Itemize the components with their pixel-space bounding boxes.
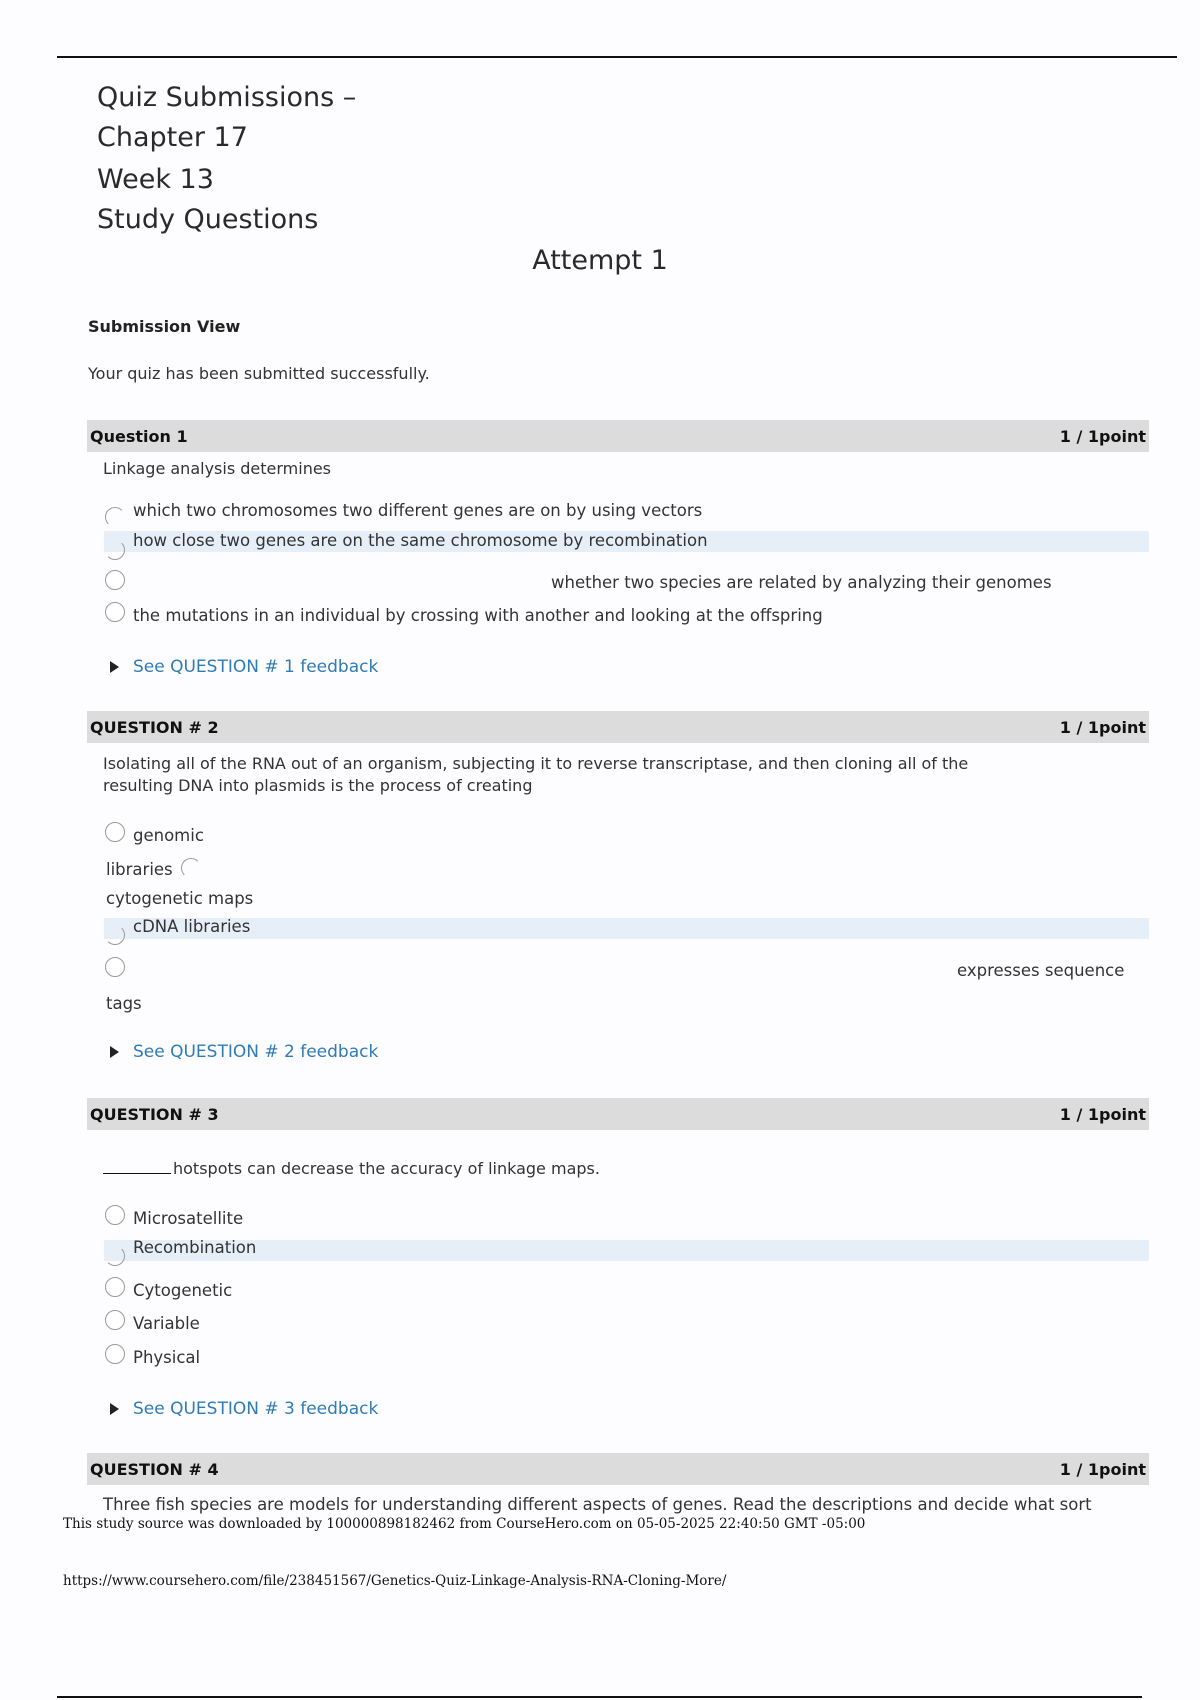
title-line-4: Study Questions (97, 204, 319, 235)
feedback-link-text[interactable]: See QUESTION # 3 feedback (133, 1399, 379, 1419)
answer-option: the mutations in an individual by crossing with another and looking at the offspring (133, 606, 823, 625)
answer-option: genomic (133, 826, 204, 845)
top-rule (57, 56, 1177, 58)
feedback-link-text[interactable]: See QUESTION # 2 feedback (133, 1042, 379, 1062)
title-line-1: Quiz Submissions – (97, 82, 357, 113)
answer-option: Physical (133, 1348, 201, 1367)
disclosure-triangle-icon (110, 661, 119, 673)
question-header (87, 711, 1149, 743)
question-points: 1 / 1point (1059, 1460, 1146, 1479)
question-prompt-text: hotspots can decrease the accuracy of linkage maps. (173, 1159, 600, 1178)
question-header (87, 420, 1149, 452)
radio-button-icon[interactable] (105, 1277, 125, 1297)
answer-option: which two chromosomes two different genes are on by using vectors (133, 501, 703, 520)
question-label: QUESTION # 2 (90, 718, 219, 737)
disclosure-triangle-icon (110, 1046, 119, 1058)
radio-button-icon[interactable] (105, 1344, 125, 1364)
disclosure-triangle-icon (110, 1403, 119, 1415)
selected-answer-highlight (104, 918, 1149, 939)
answer-option: expresses sequence (957, 961, 1125, 980)
source-note: This study source was downloaded by 100000898182462 from CourseHero.com on 05-05-2025 22:40:50 GMT -05:00 (63, 1516, 866, 1532)
submission-success-message: Your quiz has been submitted successfully. (88, 364, 430, 383)
feedback-toggle[interactable] (110, 657, 378, 677)
radio-button-icon[interactable] (105, 507, 125, 527)
question-prompt: Linkage analysis determines (103, 459, 332, 478)
question-label: QUESTION # 4 (90, 1460, 219, 1479)
radio-button-icon[interactable] (105, 1205, 125, 1225)
radio-button-icon[interactable] (181, 858, 201, 878)
question-prompt (103, 1159, 600, 1178)
question-prompt-line-2: resulting DNA into plasmids is the process of creating (103, 776, 533, 795)
feedback-toggle[interactable] (110, 1042, 378, 1062)
answer-option: whether two species are related by analyzing their genomes (551, 573, 1052, 592)
radio-button-icon[interactable] (105, 925, 125, 945)
answer-option: Microsatellite (133, 1209, 244, 1228)
radio-button-icon[interactable] (105, 822, 125, 842)
answer-option-selected: Recombination (133, 1238, 257, 1257)
answer-option-continuation: tags (106, 994, 142, 1013)
radio-button-icon[interactable] (105, 1246, 125, 1266)
radio-button-icon[interactable] (105, 570, 125, 590)
question-header (87, 1098, 1149, 1130)
answer-option-selected: cDNA libraries (133, 917, 251, 936)
radio-button-icon[interactable] (105, 602, 125, 622)
title-line-3: Week 13 (97, 164, 214, 195)
feedback-link-text[interactable]: See QUESTION # 1 feedback (133, 657, 379, 677)
question-prompt-line-1: Isolating all of the RNA out of an organism, subjecting it to reverse transcriptase, and then cloning all of the (103, 754, 969, 773)
attempt-heading: Attempt 1 (532, 245, 668, 276)
answer-option-continuation: libraries (106, 860, 173, 879)
feedback-toggle[interactable] (110, 1399, 378, 1419)
question-points: 1 / 1point (1059, 427, 1146, 446)
fill-in-blank (103, 1159, 171, 1174)
question-prompt: Three fish species are models for understanding different aspects of genes. Read the descriptions and decide what sort (103, 1495, 1092, 1514)
question-header (87, 1453, 1149, 1485)
question-label: QUESTION # 3 (90, 1105, 219, 1124)
radio-button-icon[interactable] (105, 1310, 125, 1330)
question-label: Question 1 (90, 427, 188, 446)
question-points: 1 / 1point (1059, 718, 1146, 737)
submission-view-heading: Submission View (88, 317, 241, 336)
question-points: 1 / 1point (1059, 1105, 1146, 1124)
answer-option: Cytogenetic (133, 1281, 233, 1300)
title-line-2: Chapter 17 (97, 122, 248, 153)
bottom-rule (57, 1696, 1142, 1698)
answer-option: cytogenetic maps (106, 889, 254, 908)
answer-option-selected: how close two genes are on the same chromosome by recombination (133, 531, 708, 550)
radio-button-icon[interactable] (105, 957, 125, 977)
selected-answer-highlight (104, 1240, 1149, 1261)
radio-button-icon[interactable] (105, 540, 125, 560)
source-url[interactable]: https://www.coursehero.com/file/238451567/Genetics-Quiz-Linkage-Analysis-RNA-Cloning-More/ (63, 1573, 727, 1589)
answer-option: Variable (133, 1314, 200, 1333)
